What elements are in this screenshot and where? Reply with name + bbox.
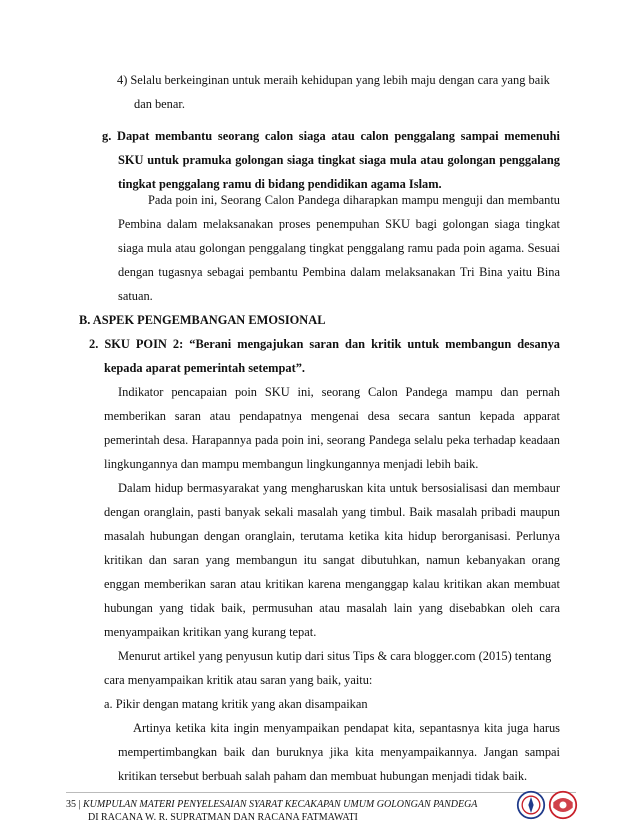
paragraph-line: menyampaikan kritikan yang kurang tepat. bbox=[104, 625, 317, 639]
paragraph-line: Dalam hidup bermasyarakat yang mengharuskan kita untuk bersosialisasi dan membaur bbox=[118, 481, 560, 495]
racana-logo-emblem-2 bbox=[548, 790, 578, 820]
paragraph-line: masalah hubungan dengan oranglain, terutama ketika kita hidup berorganisasi. Perlunya bbox=[104, 529, 560, 543]
paragraph-line: Menurut artikel yang penyusun kutip dari situs Tips & cara blogger.com (2015) tentang bbox=[118, 649, 552, 663]
paragraph-line: satuan. bbox=[118, 289, 153, 303]
list-item-4: 4) Selalu berkeinginan untuk meraih kehidupan yang lebih maju dengan cara yang baik bbox=[117, 73, 550, 87]
paragraph-line: pemerintah desa. Harapannya pada poin ini, seorang Pandega selalu peka terhadap keadaan bbox=[104, 433, 560, 447]
paragraph-line: siaga mula atau golongan penggalang tingkat penggalang ramu pada poin agama. Sesuai bbox=[118, 241, 560, 255]
sku-point-heading: 2. SKU POIN 2: “Berani mengajukan saran dan kritik untuk membangun desanya bbox=[89, 337, 560, 351]
paragraph-line: Indikator pencapaian poin SKU ini, seorang Calon Pandega mampu dan pernah bbox=[118, 385, 560, 399]
list-item-g-heading-cont: SKU untuk pramuka golongan siaga tingkat siaga mula atau golongan penggalang bbox=[118, 153, 560, 167]
paragraph-line: mempertimbangkan baik dan buruknya jika kita menyampaikannya. Jangan sampai bbox=[118, 745, 560, 759]
section-heading: B. ASPEK PENGEMBANGAN EMOSIONAL bbox=[79, 313, 326, 327]
racana-logo-emblem bbox=[516, 790, 546, 820]
paragraph-line: kritikan tersebut berbuah salah paham dan membuat hubungan menjadi tidak baik. bbox=[118, 769, 528, 783]
footer-title: KUMPULAN MATERI PENYELESAIAN SYARAT KECAKAPAN UMUM GOLONGAN PANDEGA bbox=[83, 799, 478, 810]
list-item-g-heading: g. Dapat membantu seorang calon siaga atau calon penggalang sampai memenuhi bbox=[102, 129, 560, 143]
list-item-g-heading-end: tingkat penggalang ramu di bidang pendidikan agama Islam. bbox=[118, 177, 442, 191]
paragraph-line: Pembina dalam melaksanakan proses penempuhan SKU bagi golongan siaga tingkat bbox=[118, 217, 560, 231]
paragraph-line: enggan memberikan saran atau kritikan karena menganggap kalau kritikan akan membuat bbox=[104, 577, 560, 591]
footer-separator: | bbox=[78, 799, 81, 810]
footer-line-2: DI RACANA W. R. SUPRATMAN DAN RACANA FATMAWATI bbox=[88, 812, 358, 823]
paragraph-line: dengan tugasnya sebagai pembantu Pembina dalam melaksanakan Tri Bina yaitu Bina bbox=[118, 265, 560, 279]
paragraph-line: kritikan dan saran yang membangun itu sangat dibutuhkan, namun kebanyakan orang bbox=[104, 553, 560, 567]
paragraph-line: memberikan saran atau pendapatnya mengenai desa secara santun kepada apparat bbox=[104, 409, 560, 423]
paragraph-line: dengan oranglain, pasti banyak sekali masalah yang timbul. Baik masalah pribadi maupun bbox=[104, 505, 560, 519]
paragraph-line: cara menyampaikan kritik atau saran yang baik, yaitu: bbox=[104, 673, 373, 687]
paragraph-line: Pada poin ini, Seorang Calon Pandega diharapkan mampu menguji dan membantu bbox=[148, 193, 560, 207]
paragraph-line: Artinya ketika kita ingin menyampaikan pendapat kita, sepantasnya kita juga harus bbox=[133, 721, 560, 735]
footer-line-1 bbox=[66, 798, 477, 811]
page-number: 35 bbox=[66, 799, 76, 810]
paragraph-line: lingkungannya dan mampu membangun lingkungannya menjadi lebih baik. bbox=[104, 457, 479, 471]
footer-divider bbox=[66, 792, 576, 793]
paragraph-line: hubungan yang tidak baik, permusuhan atau masalah lain yang disebabkan oleh cara bbox=[104, 601, 560, 615]
list-item-4-cont: dan benar. bbox=[134, 97, 185, 111]
list-item-a: a. Pikir dengan matang kritik yang akan disampaikan bbox=[104, 697, 368, 711]
sku-point-heading-cont: kepada aparat pemerintah setempat”. bbox=[104, 361, 305, 375]
